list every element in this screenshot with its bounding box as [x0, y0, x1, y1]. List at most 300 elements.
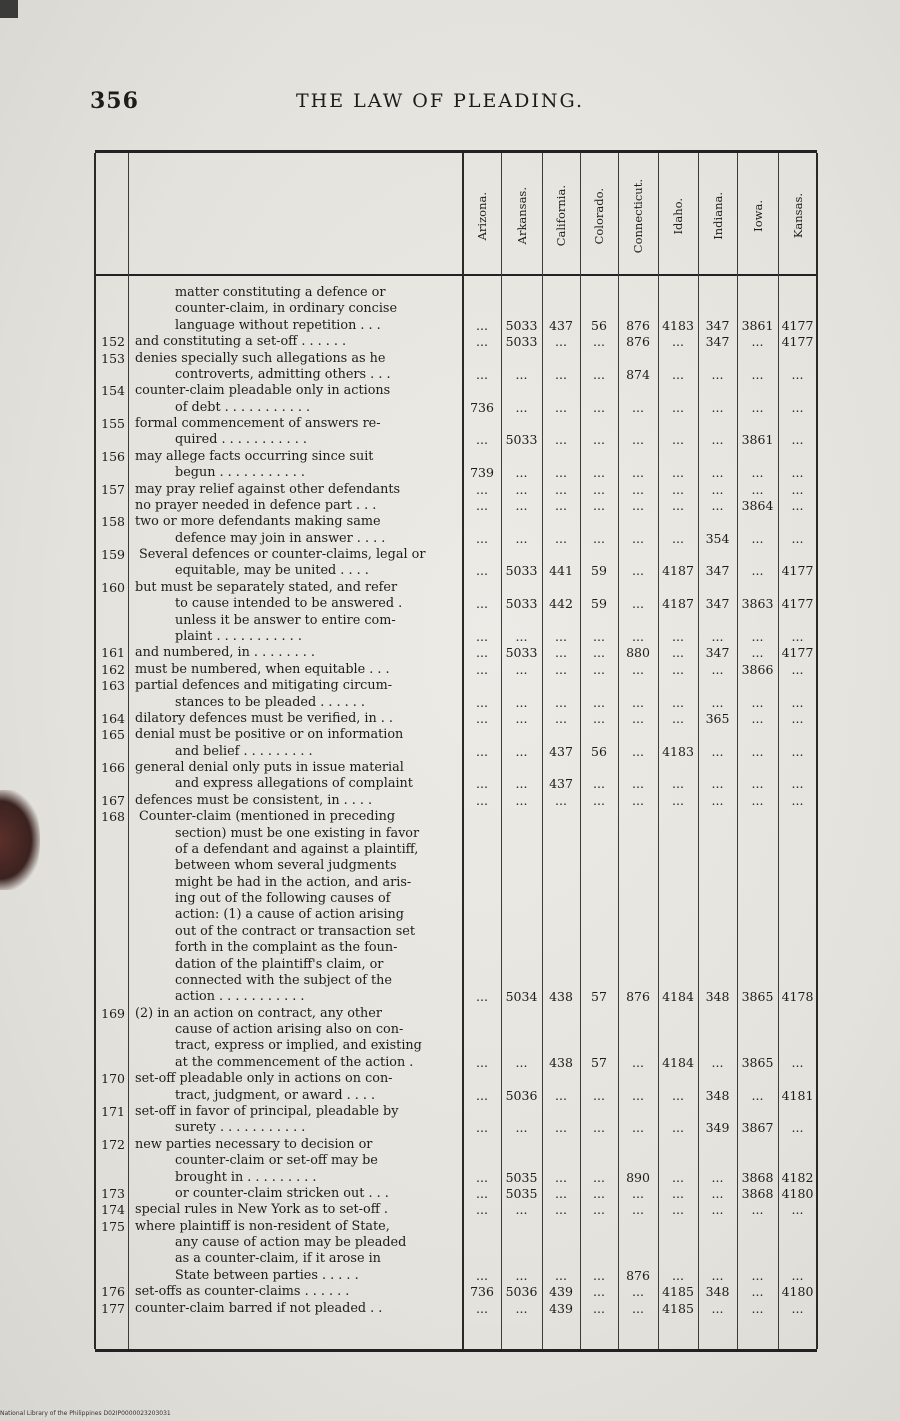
row-text: but must be separately stated, and refer [135, 579, 398, 595]
row-text: set-off pleadable only in actions on con- [135, 1071, 393, 1087]
table-row [95, 580, 817, 596]
section-reference-cell: ... [632, 465, 644, 481]
section-reference-cell: ... [751, 1284, 764, 1300]
section-reference-cell: ... [632, 596, 644, 612]
section-reference-cell: ... [791, 1300, 804, 1316]
section-reference-cell: 4187 [662, 563, 694, 579]
section-reference-cell: ... [555, 694, 567, 710]
table-row [95, 285, 817, 301]
row-text: action . . . . . . . . . . . [175, 989, 305, 1005]
section-reference-cell: ... [632, 661, 644, 677]
table-row [95, 1153, 817, 1169]
section-reference-cell: ... [476, 792, 488, 808]
row-text: defences must be consistent, in . . . . [135, 792, 373, 808]
section-reference-cell: 4177 [781, 563, 814, 579]
section-reference-cell: ... [476, 645, 488, 661]
table-row [95, 531, 817, 547]
row-text: action: (1) a cause of action arising [175, 907, 404, 923]
concordance-table [95, 150, 817, 1352]
section-number: 165 [101, 727, 125, 743]
section-reference-cell: ... [593, 710, 605, 726]
column-header: Arkansas. [514, 187, 529, 245]
row-text: surety . . . . . . . . . . . [175, 1120, 306, 1136]
section-reference-cell: ... [593, 1087, 605, 1103]
table-row [95, 1235, 817, 1251]
row-text: begun . . . . . . . . . . . [175, 465, 305, 481]
row-text: section) must be one existing in favor [175, 825, 420, 841]
row-text: may pray relief against other defendants [135, 481, 401, 497]
section-reference-cell: ... [515, 1300, 528, 1316]
section-reference-cell: ... [751, 334, 764, 350]
row-text: denial must be positive or on information [135, 727, 404, 743]
section-reference-cell: ... [632, 628, 644, 644]
section-number: 152 [101, 334, 125, 350]
page-number: 356 [90, 88, 139, 114]
section-reference-cell: ... [515, 399, 528, 415]
column-header: Kansas. [790, 193, 805, 239]
section-reference-cell: ... [751, 1202, 764, 1218]
table-row [95, 989, 817, 1005]
section-reference-cell: 5034 [505, 989, 538, 1005]
section-reference-cell: 59 [591, 563, 607, 579]
section-reference-cell: 438 [549, 1054, 573, 1070]
section-reference-cell: ... [555, 1185, 567, 1201]
section-reference-cell: ... [555, 1202, 567, 1218]
section-reference-cell: 5033 [505, 432, 538, 448]
section-reference-cell: ... [515, 628, 528, 644]
table-row [95, 514, 817, 530]
section-reference-cell: 4177 [781, 645, 814, 661]
section-reference-cell: ... [751, 694, 764, 710]
section-reference-cell: 4185 [662, 1300, 694, 1316]
row-text: dilatory defences must be verified, in . . [135, 710, 393, 726]
section-reference-cell: ... [711, 1202, 724, 1218]
section-reference-cell: ... [751, 628, 764, 644]
section-reference-cell: ... [751, 776, 764, 792]
section-reference-cell: ... [791, 792, 804, 808]
section-reference-cell: ... [632, 497, 644, 513]
section-reference-cell: ... [515, 481, 528, 497]
section-reference-cell: ... [476, 366, 488, 382]
section-number: 170 [101, 1071, 125, 1087]
table-row [95, 842, 817, 858]
section-reference-cell: ... [791, 1267, 804, 1283]
section-reference-cell: 56 [591, 317, 607, 333]
row-text: Several defences or counter-claims, legal or [139, 547, 426, 563]
row-text: of debt . . . . . . . . . . . [175, 399, 311, 415]
section-reference-cell: 348 [705, 989, 730, 1005]
section-reference-cell: 3868 [741, 1185, 774, 1201]
section-reference-cell: 347 [705, 317, 730, 333]
row-text: tract, express or implied, and existing [175, 1038, 422, 1054]
section-reference-cell: ... [751, 743, 764, 759]
row-text: special rules in New York as to set-off . [135, 1202, 388, 1218]
section-reference-cell: ... [632, 710, 644, 726]
table-row [95, 1137, 817, 1153]
section-reference-cell: ... [555, 399, 567, 415]
section-reference-cell: ... [476, 1185, 488, 1201]
section-reference-cell: ... [593, 1185, 605, 1201]
table-row [95, 1202, 817, 1218]
table-row [95, 301, 817, 317]
section-reference-cell: ... [515, 366, 528, 382]
section-number: 163 [101, 678, 125, 694]
section-reference-cell: ... [711, 661, 724, 677]
section-reference-cell: ... [593, 465, 605, 481]
section-reference-cell: ... [476, 694, 488, 710]
section-reference-cell: ... [632, 432, 644, 448]
section-reference-cell: ... [515, 792, 528, 808]
section-reference-cell: 439 [549, 1284, 573, 1300]
section-reference-cell: 890 [626, 1169, 650, 1185]
section-reference-cell: ... [476, 743, 488, 759]
section-reference-cell: ... [476, 1054, 488, 1070]
section-reference-cell: ... [672, 1202, 684, 1218]
section-reference-cell: 736 [470, 399, 494, 415]
section-reference-cell: ... [593, 1300, 605, 1316]
section-reference-cell: ... [593, 645, 605, 661]
section-reference-cell: ... [632, 694, 644, 710]
section-reference-cell: ... [476, 1267, 488, 1283]
section-reference-cell: ... [555, 661, 567, 677]
section-reference-cell: ... [751, 645, 764, 661]
table-row [95, 1038, 817, 1054]
table-row [95, 858, 817, 874]
row-text: set-offs as counter-claims . . . . . . [135, 1284, 350, 1300]
table-row [95, 1284, 817, 1300]
section-reference-cell: ... [672, 1185, 684, 1201]
section-reference-cell: 4184 [662, 1054, 694, 1070]
row-text: language without repetition . . . [175, 317, 381, 333]
section-reference-cell: 349 [705, 1120, 730, 1136]
section-reference-cell: 5035 [505, 1169, 538, 1185]
table-row [95, 678, 817, 694]
section-reference-cell: 354 [705, 530, 730, 546]
row-text: of a defendant and against a plaintiff, [175, 841, 419, 857]
section-reference-cell: ... [711, 1185, 724, 1201]
section-reference-cell: ... [593, 661, 605, 677]
section-reference-cell: ... [515, 1120, 528, 1136]
section-reference-cell: 347 [705, 563, 730, 579]
section-reference-cell: ... [711, 1300, 724, 1316]
table-row [95, 432, 817, 448]
section-reference-cell: 442 [549, 596, 573, 612]
section-reference-cell: ... [791, 366, 804, 382]
row-text: forth in the complaint as the foun- [175, 940, 398, 956]
column-header: Idaho. [671, 197, 685, 235]
table-row [95, 1170, 817, 1186]
section-reference-cell: 4182 [781, 1169, 814, 1185]
section-reference-cell: ... [672, 661, 684, 677]
section-reference-cell: 4187 [662, 596, 694, 612]
section-reference-cell: 4183 [662, 743, 694, 759]
section-reference-cell: ... [672, 645, 684, 661]
row-text: controverts, admitting others . . . [175, 366, 391, 382]
section-reference-cell: 5036 [505, 1284, 538, 1300]
section-number: 156 [101, 448, 125, 464]
section-reference-cell: ... [476, 1120, 488, 1136]
row-text: State between parties . . . . . [175, 1267, 359, 1283]
table-row [95, 973, 817, 989]
section-reference-cell: 57 [591, 1054, 607, 1070]
table-row [95, 907, 817, 923]
row-text: at the commencement of the action . [175, 1054, 414, 1070]
table-row [95, 1006, 817, 1022]
row-text: and numbered, in . . . . . . . . [135, 645, 315, 661]
table-row [95, 776, 817, 792]
table-row [95, 727, 817, 743]
section-reference-cell: ... [751, 792, 764, 808]
section-reference-cell: ... [632, 776, 644, 792]
table-row [95, 400, 817, 416]
table-row [95, 1186, 817, 1202]
section-number: 176 [101, 1284, 125, 1300]
section-reference-cell: 438 [549, 989, 573, 1005]
section-reference-cell: ... [476, 1087, 488, 1103]
section-reference-cell: ... [751, 1087, 764, 1103]
section-reference-cell: ... [711, 432, 724, 448]
row-text: plaint . . . . . . . . . . . [175, 628, 302, 644]
table-row [95, 449, 817, 465]
table-row [95, 498, 817, 514]
section-reference-cell: ... [632, 563, 644, 579]
section-reference-cell: ... [672, 432, 684, 448]
table-row [95, 875, 817, 891]
section-reference-cell: ... [672, 792, 684, 808]
section-reference-cell: 876 [626, 334, 650, 350]
section-reference-cell: ... [593, 481, 605, 497]
section-reference-cell: 437 [549, 317, 573, 333]
section-number: 166 [101, 760, 125, 776]
table-row [95, 596, 817, 612]
row-text: stances to be pleaded . . . . . . [175, 694, 365, 710]
section-reference-cell: ... [672, 497, 684, 513]
section-reference-cell: 347 [705, 596, 730, 612]
section-reference-cell: ... [791, 497, 804, 513]
table-row [95, 1268, 817, 1284]
section-reference-cell: ... [791, 399, 804, 415]
section-reference-cell: ... [476, 596, 488, 612]
row-text: new parties necessary to decision or [135, 1136, 373, 1152]
section-reference-cell: 437 [549, 743, 573, 759]
section-reference-cell: 4177 [781, 317, 814, 333]
section-reference-cell: ... [751, 366, 764, 382]
section-reference-cell: 876 [626, 317, 650, 333]
section-reference-cell: ... [476, 661, 488, 677]
section-reference-cell: 3865 [741, 989, 774, 1005]
row-text: cause of action arising also on con- [175, 1022, 404, 1038]
section-reference-cell: 437 [549, 776, 573, 792]
table-row [95, 318, 817, 334]
section-reference-cell: ... [632, 530, 644, 546]
scan-corner-mark [0, 0, 18, 18]
section-reference-cell: ... [476, 317, 488, 333]
section-reference-cell: ... [555, 792, 567, 808]
section-reference-cell: ... [672, 1087, 684, 1103]
section-reference-cell: ... [476, 481, 488, 497]
section-reference-cell: 736 [470, 1284, 494, 1300]
table-row [95, 744, 817, 760]
section-reference-cell: 5033 [505, 645, 538, 661]
section-reference-cell: ... [632, 1202, 644, 1218]
section-reference-cell: 5036 [505, 1087, 538, 1103]
section-reference-cell: ... [476, 776, 488, 792]
section-reference-cell: ... [791, 465, 804, 481]
table-row [95, 940, 817, 956]
section-reference-cell: ... [593, 776, 605, 792]
section-reference-cell: ... [555, 1120, 567, 1136]
section-reference-cell: ... [672, 399, 684, 415]
section-reference-cell: ... [711, 399, 724, 415]
section-reference-cell: ... [632, 792, 644, 808]
section-reference-cell: ... [672, 366, 684, 382]
section-reference-cell: ... [791, 776, 804, 792]
section-reference-cell: ... [672, 1267, 684, 1283]
section-reference-cell: ... [555, 366, 567, 382]
row-text: partial defences and mitigating circum- [135, 678, 393, 694]
section-reference-cell: ... [672, 481, 684, 497]
section-reference-cell: ... [711, 366, 724, 382]
section-reference-cell: ... [711, 792, 724, 808]
section-reference-cell: 365 [705, 710, 730, 726]
section-reference-cell: ... [672, 628, 684, 644]
section-reference-cell: ... [555, 1087, 567, 1103]
row-text: quired . . . . . . . . . . . [175, 432, 307, 448]
section-reference-cell: ... [791, 628, 804, 644]
section-reference-cell: ... [593, 1202, 605, 1218]
column-header: Iowa. [750, 200, 765, 232]
section-reference-cell: ... [555, 530, 567, 546]
section-reference-cell: ... [711, 1054, 724, 1070]
table-row [95, 1104, 817, 1120]
section-reference-cell: 4183 [662, 317, 694, 333]
section-reference-cell: ... [593, 694, 605, 710]
section-reference-cell: 5033 [505, 334, 538, 350]
row-text: and belief . . . . . . . . . [175, 743, 313, 759]
table-row [95, 891, 817, 907]
section-reference-cell: 439 [549, 1300, 573, 1316]
section-reference-cell: 348 [705, 1284, 730, 1300]
section-number: 161 [101, 645, 125, 661]
section-reference-cell: ... [593, 366, 605, 382]
section-reference-cell: ... [476, 497, 488, 513]
section-reference-cell: 3863 [741, 596, 774, 612]
section-reference-cell: ... [555, 432, 567, 448]
row-text: between whom several judgments [175, 858, 397, 874]
row-text: matter constituting a defence or [175, 285, 386, 300]
section-reference-cell: 4178 [781, 989, 814, 1005]
column-header: California. [554, 185, 568, 247]
section-reference-cell: ... [751, 1300, 764, 1316]
table-row [95, 416, 817, 432]
section-reference-cell: ... [672, 710, 684, 726]
section-reference-cell: 4180 [781, 1185, 814, 1201]
row-text: counter-claim, in ordinary concise [175, 301, 398, 317]
section-number: 154 [101, 383, 125, 399]
section-reference-cell: ... [476, 530, 488, 546]
row-text: or counter-claim stricken out . . . [175, 1185, 389, 1201]
row-text: equitable, may be united . . . . [175, 563, 369, 579]
section-reference-cell: ... [515, 1267, 528, 1283]
column-header: Colorado. [592, 187, 606, 245]
section-reference-cell: ... [593, 530, 605, 546]
section-reference-cell: ... [751, 481, 764, 497]
section-reference-cell: ... [593, 1120, 605, 1136]
section-reference-cell: ... [515, 710, 528, 726]
row-text: as a counter-claim, if it arose in [175, 1251, 381, 1267]
section-reference-cell: ... [515, 465, 528, 481]
section-reference-cell: ... [711, 1169, 724, 1185]
section-number: 162 [101, 661, 125, 677]
section-reference-cell: ... [515, 694, 528, 710]
section-reference-cell: 56 [591, 743, 607, 759]
section-reference-cell: ... [593, 399, 605, 415]
section-number: 153 [101, 350, 125, 366]
section-reference-cell: ... [476, 1169, 488, 1185]
table-row [95, 547, 817, 563]
row-text: (2) in an action on contract, any other [135, 1005, 382, 1021]
section-reference-cell: 5033 [505, 563, 538, 579]
table-row [95, 1219, 817, 1235]
section-reference-cell: ... [672, 1169, 684, 1185]
table-row [95, 826, 817, 842]
section-number: 157 [101, 481, 125, 497]
row-text: denies specially such allegations as he [135, 350, 386, 366]
table-row [95, 1088, 817, 1104]
section-reference-cell: ... [791, 1202, 804, 1218]
section-reference-cell: ... [476, 432, 488, 448]
section-reference-cell: ... [555, 465, 567, 481]
section-reference-cell: ... [672, 334, 684, 350]
section-reference-cell: 347 [705, 645, 730, 661]
table-row [95, 662, 817, 678]
section-reference-cell: 4177 [781, 334, 814, 350]
table-row [95, 645, 817, 661]
table-row [95, 482, 817, 498]
row-text: dation of the plaintiff's claim, or [175, 956, 384, 972]
section-reference-cell: ... [711, 465, 724, 481]
section-reference-cell: ... [751, 710, 764, 726]
row-text: where plaintiff is non-resident of State, [135, 1218, 390, 1234]
section-reference-cell: ... [593, 1284, 605, 1300]
section-reference-cell: ... [632, 1054, 644, 1070]
column-header: Indiana. [710, 192, 725, 240]
section-reference-cell: ... [672, 776, 684, 792]
row-text: counter-claim barred if not pleaded . . [135, 1300, 383, 1316]
section-number: 172 [101, 1136, 125, 1152]
section-reference-cell: ... [791, 1120, 804, 1136]
section-reference-cell: 3861 [741, 317, 774, 333]
row-text: ing out of the following causes of [175, 891, 391, 907]
section-reference-cell: ... [672, 694, 684, 710]
section-reference-cell: 4185 [662, 1284, 694, 1300]
table-row [95, 563, 817, 579]
section-number: 169 [101, 1005, 125, 1021]
section-reference-cell: ... [555, 497, 567, 513]
section-reference-cell: ... [515, 497, 528, 513]
row-text: tract, judgment, or award . . . . [175, 1087, 376, 1103]
section-reference-cell: ... [515, 1202, 528, 1218]
section-number: 159 [101, 547, 125, 563]
row-text: formal commencement of answers re- [135, 416, 381, 432]
section-reference-cell: ... [593, 628, 605, 644]
section-reference-cell: 3867 [741, 1120, 774, 1136]
row-text: unless it be answer to entire com- [175, 612, 396, 628]
section-number: 175 [101, 1218, 125, 1234]
section-reference-cell: ... [711, 776, 724, 792]
section-reference-cell: ... [555, 1267, 567, 1283]
section-reference-cell: ... [711, 743, 724, 759]
